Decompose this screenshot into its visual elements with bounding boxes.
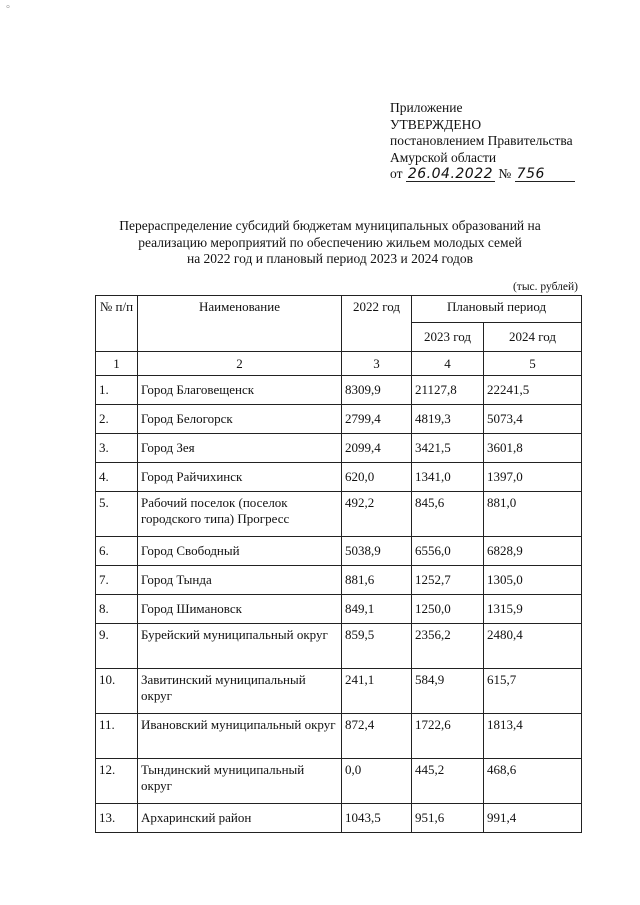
row-number-cell: 13. — [96, 804, 138, 833]
units-note: (тыс. рублей) — [512, 281, 578, 293]
header-2022: 2022 год — [342, 296, 412, 352]
value-2023-cell: 6556,0 — [412, 537, 484, 566]
value-2024-cell: 1315,9 — [484, 595, 582, 624]
header-name: Наименование — [138, 296, 342, 352]
approval-line-approved: УТВЕРЖДЕНО — [390, 116, 482, 132]
municipality-name-cell: Город Благовещенск — [138, 376, 342, 405]
header-2024: 2024 год — [484, 323, 582, 352]
document-title — [95, 218, 565, 268]
column-number: 4 — [412, 352, 484, 376]
table-row — [96, 624, 582, 669]
municipality-name-cell: Город Белогорск — [138, 405, 342, 434]
table-row — [96, 537, 582, 566]
value-2022-cell: 881,6 — [342, 566, 412, 595]
municipality-name-cell: Архаринский район — [138, 804, 342, 833]
handwritten-date: 26.04.2022 — [407, 166, 494, 182]
column-number: 1 — [96, 352, 138, 376]
value-2024-cell: 1397,0 — [484, 463, 582, 492]
municipality-name-cell: Город Тында — [138, 566, 342, 595]
municipality-name-cell: Город Зея — [138, 434, 342, 463]
table-row — [96, 669, 582, 714]
header-planned-period: Плановый период — [412, 296, 582, 323]
municipality-name-cell: Город Райчихинск — [138, 463, 342, 492]
value-2024-cell: 5073,4 — [484, 405, 582, 434]
value-2024-cell: 468,6 — [484, 759, 582, 804]
value-2022-cell: 0,0 — [342, 759, 412, 804]
value-2022-cell: 859,5 — [342, 624, 412, 669]
table-row — [96, 434, 582, 463]
approval-line-region: Амурской области — [390, 149, 497, 165]
table-row — [96, 595, 582, 624]
value-2023-cell: 1250,0 — [412, 595, 484, 624]
value-2023-cell: 3421,5 — [412, 434, 484, 463]
row-number-cell: 7. — [96, 566, 138, 595]
value-2023-cell: 21127,8 — [412, 376, 484, 405]
table-row — [96, 492, 582, 537]
value-2024-cell: 1305,0 — [484, 566, 582, 595]
table-row — [96, 804, 582, 833]
subsidy-table — [95, 295, 582, 833]
row-number-cell: 10. — [96, 669, 138, 714]
table-row — [96, 405, 582, 434]
value-2024-cell: 881,0 — [484, 492, 582, 537]
title-line-1: Перераспределение субсидий бюджетам муниципальных образований на — [119, 218, 541, 233]
value-2023-cell: 845,6 — [412, 492, 484, 537]
row-number-cell: 1. — [96, 376, 138, 405]
value-2022-cell: 241,1 — [342, 669, 412, 714]
value-2024-cell: 1813,4 — [484, 714, 582, 759]
approval-line-appendix: Приложение — [390, 100, 463, 115]
value-2022-cell: 849,1 — [342, 595, 412, 624]
title-line-3: на 2022 год и плановый период 2023 и 2024 годов — [186, 251, 474, 266]
value-2022-cell: 1043,5 — [342, 804, 412, 833]
table-row — [96, 463, 582, 492]
value-2022-cell: 620,0 — [342, 463, 412, 492]
table-row — [96, 759, 582, 804]
value-2022-cell: 5038,9 — [342, 537, 412, 566]
row-number-cell: 4. — [96, 463, 138, 492]
value-2023-cell: 2356,2 — [412, 624, 484, 669]
value-2022-cell: 492,2 — [342, 492, 412, 537]
table-row — [96, 376, 582, 405]
value-2023-cell: 1722,6 — [412, 714, 484, 759]
column-number: 5 — [484, 352, 582, 376]
column-number: 2 — [138, 352, 342, 376]
municipality-name-cell: Рабочий поселок (поселок городского типа) Прогресс — [138, 492, 342, 537]
value-2024-cell: 2480,4 — [484, 624, 582, 669]
column-number: 3 — [342, 352, 412, 376]
value-2022-cell: 2099,4 — [342, 434, 412, 463]
municipality-name-cell: Ивановский муниципальный округ — [138, 714, 342, 759]
header-number: № п/п — [96, 296, 138, 352]
value-2023-cell: 445,2 — [412, 759, 484, 804]
title-line-2: реализацию мероприятий по обеспечению жильем молодых семей — [138, 234, 522, 250]
value-2023-cell: 4819,3 — [412, 405, 484, 434]
value-2024-cell: 991,4 — [484, 804, 582, 833]
column-number-row — [96, 352, 582, 376]
approval-line-resolution: постановлением Правительства — [390, 133, 573, 148]
row-number-cell: 12. — [96, 759, 138, 804]
row-number-cell: 11. — [96, 714, 138, 759]
header-2023: 2023 год — [412, 323, 484, 352]
value-2022-cell: 872,4 — [342, 714, 412, 759]
value-2023-cell: 951,6 — [412, 804, 484, 833]
value-2022-cell: 8309,9 — [342, 376, 412, 405]
row-number-cell: 3. — [96, 434, 138, 463]
approval-date-number-line — [390, 166, 575, 183]
row-number-cell: 6. — [96, 537, 138, 566]
value-2024-cell: 22241,5 — [484, 376, 582, 405]
municipality-name-cell: Тындинский муниципальный округ — [138, 759, 342, 804]
approval-stamp-block — [390, 100, 575, 183]
value-2023-cell: 584,9 — [412, 669, 484, 714]
value-2024-cell: 615,7 — [484, 669, 582, 714]
value-2022-cell: 2799,4 — [342, 405, 412, 434]
row-number-cell: 2. — [96, 405, 138, 434]
table-header-row — [96, 296, 582, 323]
municipality-name-cell: Завитинский муниципальный округ — [138, 669, 342, 714]
number-prefix: № — [498, 166, 512, 181]
table-row — [96, 566, 582, 595]
value-2023-cell: 1252,7 — [412, 566, 484, 595]
scan-corner-mark: ° — [6, 4, 10, 15]
municipality-name-cell: Город Свободный — [138, 537, 342, 566]
value-2024-cell: 3601,8 — [484, 434, 582, 463]
row-number-cell: 5. — [96, 492, 138, 537]
date-prefix: от — [390, 166, 403, 181]
value-2024-cell: 6828,9 — [484, 537, 582, 566]
municipality-name-cell: Бурейский муниципальный округ — [138, 624, 342, 669]
table-row — [96, 714, 582, 759]
handwritten-number: 756 — [515, 167, 575, 182]
municipality-name-cell: Город Шимановск — [138, 595, 342, 624]
value-2023-cell: 1341,0 — [412, 463, 484, 492]
row-number-cell: 9. — [96, 624, 138, 669]
row-number-cell: 8. — [96, 595, 138, 624]
